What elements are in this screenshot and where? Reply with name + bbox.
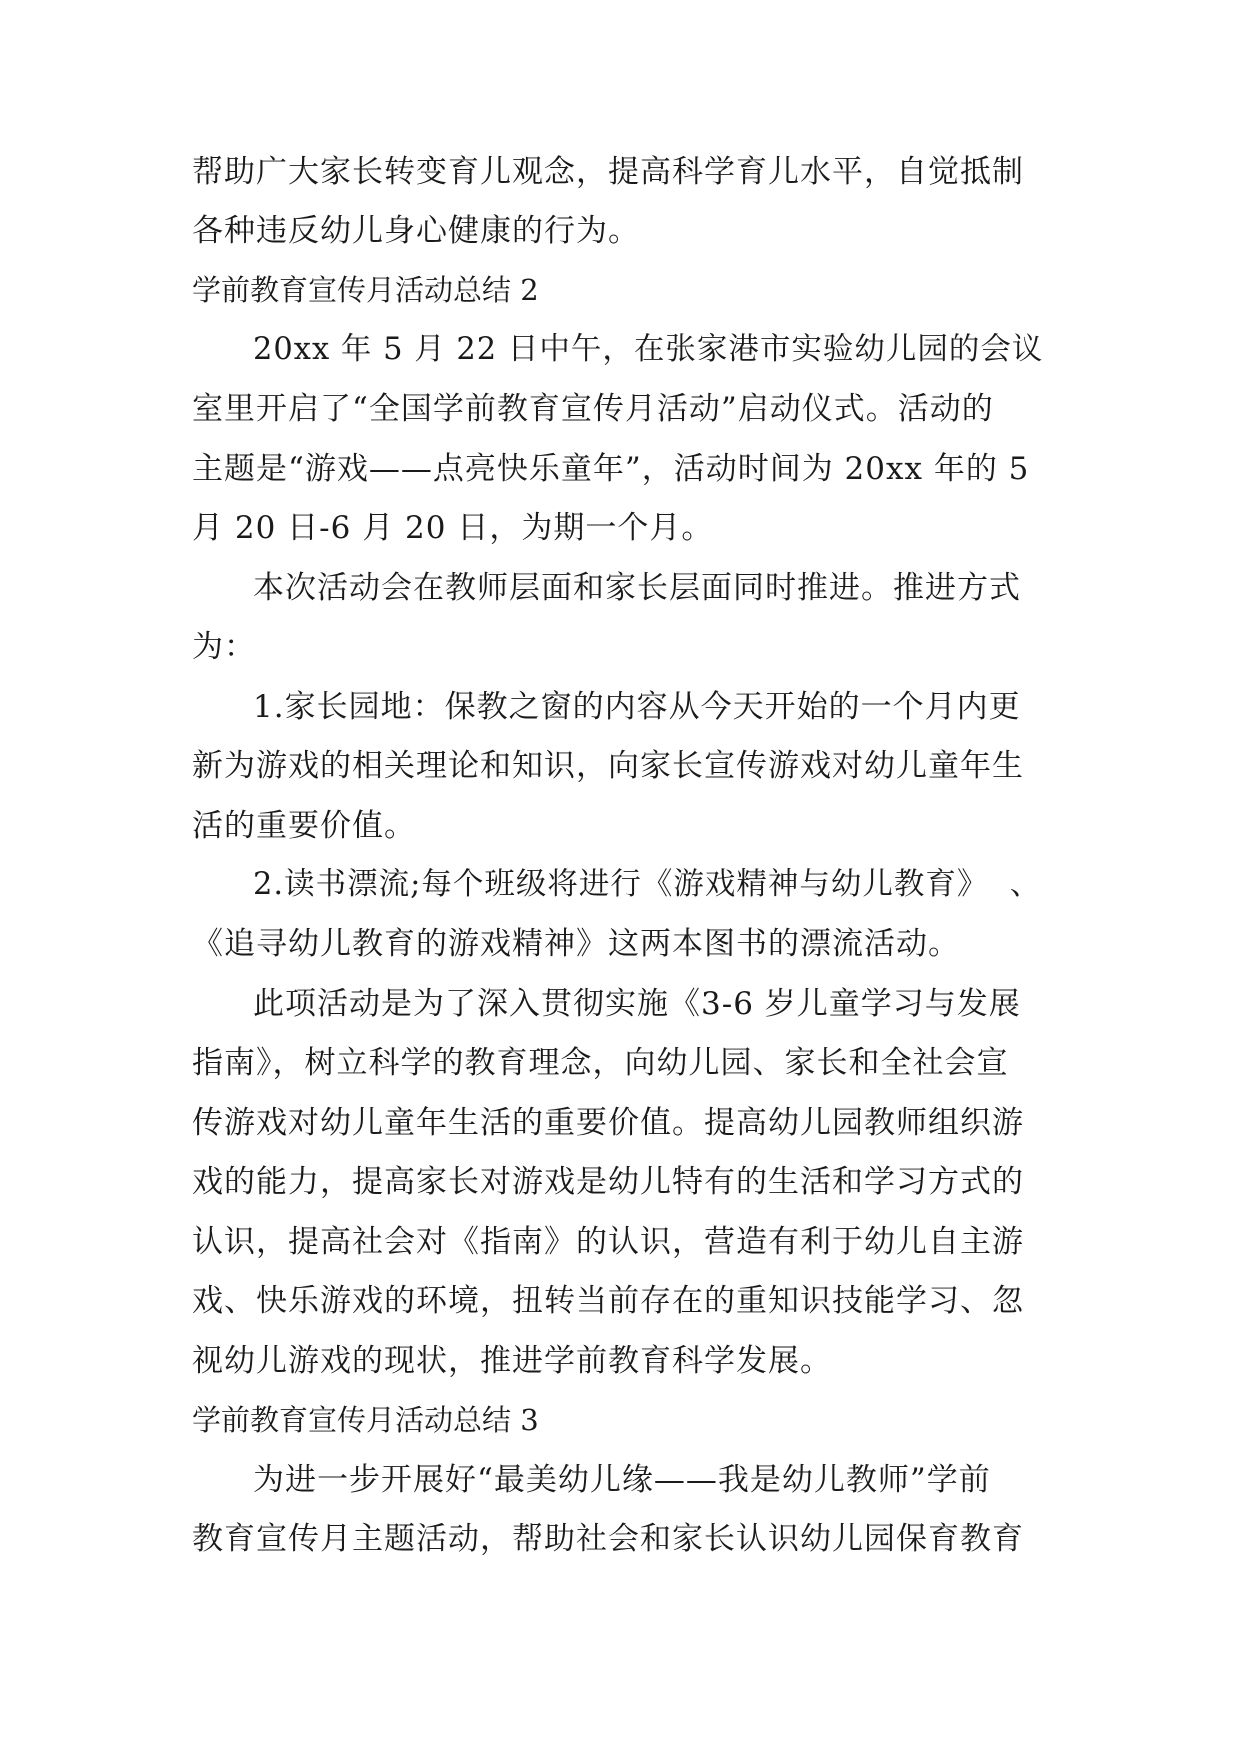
body-text-line: 教育宣传月主题活动，帮助社会和家长认识幼儿园保育教育 (192, 1521, 1024, 1557)
list-item-first-line: 2.读书漂流;每个班级将进行《游戏精神与幼儿教育》 、 (253, 867, 1042, 902)
body-text-line: 视幼儿游戏的现状，推进学前教育科学发展。 (192, 1343, 832, 1379)
paragraph-first-line: 20xx 年 5 月 22 日中午，在张家港市实验幼儿园的会议 (253, 332, 1044, 367)
body-text-line: 认识，提高社会对《指南》的认识，营造有利于幼儿自主游 (192, 1224, 1024, 1260)
paragraph-first-line: 此项活动是为了深入贯彻实施《3-6 岁儿童学习与发展 (253, 986, 1021, 1022)
body-text-line: 帮助广大家长转变育儿观念，提高科学育儿水平，自觉抵制 (192, 154, 1024, 190)
body-text-line: 《追寻幼儿教育的游戏精神》这两本图书的漂流活动。 (192, 926, 960, 962)
body-text-line: 戏的能力，提高家长对游戏是幼儿特有的生活和学习方式的 (192, 1164, 1024, 1200)
body-text-line: 活的重要价值。 (192, 808, 416, 844)
section-heading: 学前教育宣传月活动总结 3 (192, 1403, 539, 1437)
body-text-line: 室里开启了“全国学前教育宣传月活动”启动仪式。活动的 (192, 391, 994, 427)
list-item-first-line: 1.家长园地：保教之窗的内容从今天开始的一个月内更 (253, 689, 1021, 725)
body-text-line: 各种违反幼儿身心健康的行为。 (192, 213, 640, 249)
section-heading: 学前教育宣传月活动总结 2 (192, 273, 539, 307)
body-text-line: 戏、快乐游戏的环境，扭转当前存在的重知识技能学习、忽 (192, 1283, 1024, 1319)
paragraph-first-line: 为进一步开展好“最美幼儿缘——我是幼儿教师”学前 (253, 1462, 991, 1498)
body-text-line: 主题是“游戏——点亮快乐童年”，活动时间为 20xx 年的 5 (192, 451, 1030, 487)
body-text-line: 为： (192, 629, 256, 665)
paragraph-first-line: 本次活动会在教师层面和家长层面同时推进。推进方式 (253, 570, 1021, 606)
body-text-line: 月 20 日-6 月 20 日，为期一个月。 (192, 510, 714, 546)
body-text-line: 传游戏对幼儿童年生活的重要价值。提高幼儿园教师组织游 (192, 1105, 1024, 1141)
body-text-line: 指南》，树立科学的教育理念，向幼儿园、家长和全社会宣 (192, 1045, 1009, 1081)
body-text-line: 新为游戏的相关理论和知识，向家长宣传游戏对幼儿童年生 (192, 748, 1024, 784)
